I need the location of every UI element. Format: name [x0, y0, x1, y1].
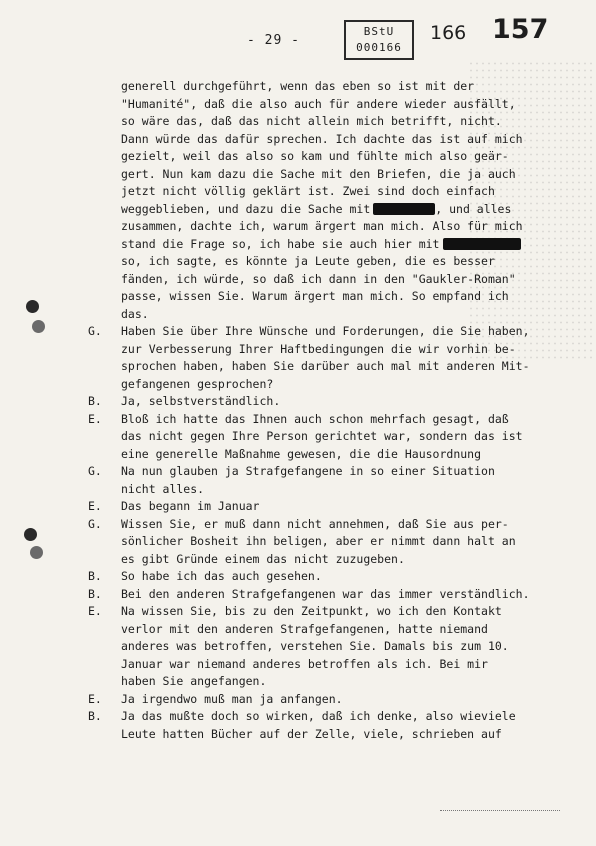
- line-text-segment: zusammen, dachte ich, warum ärgert man mich. Also für mich: [121, 219, 523, 233]
- line-text: [121, 271, 516, 289]
- speaker-label: B.: [88, 569, 102, 583]
- speaker-label: B.: [88, 586, 102, 601]
- punch-hole: [26, 300, 39, 313]
- line-text-segment: Das begann im Januar: [121, 499, 260, 513]
- line-text-segment: Na nun glauben ja Strafgefangene in so einer Situation: [121, 464, 495, 478]
- line-text-segment: zur Verbesserung Ihrer Haftbedingungen die wir vorhin be-: [121, 341, 516, 356]
- line-text-segment: passe, wissen Sie. Warum ärgert man mich. So empfand ich: [121, 289, 509, 303]
- line-text: [121, 411, 509, 429]
- line-text: [121, 166, 516, 184]
- line-text-segment: Wissen Sie, er muß dann nicht annehmen, daß Sie aus per-: [121, 516, 509, 531]
- transcript-line: [88, 673, 558, 691]
- transcript-line: [88, 236, 558, 254]
- speaker-label: G.: [88, 324, 102, 338]
- transcript-line: [88, 78, 558, 96]
- line-text-segment: weggeblieben, und dazu die Sache mit: [121, 201, 371, 216]
- line-text-segment: fänden, ich würde, so daß ich dann in den "Gaukler-Roman": [121, 271, 516, 286]
- archive-stamp: [344, 20, 414, 60]
- transcript-line: [88, 96, 558, 114]
- line-text-segment: gefangenen gesprochen?: [121, 376, 274, 391]
- line-text: [121, 183, 495, 201]
- speaker-label: E.: [88, 411, 102, 426]
- line-text: [121, 253, 495, 271]
- transcript-line: [88, 533, 558, 551]
- transcript-line: [88, 656, 558, 674]
- transcript-line: [88, 306, 558, 324]
- transcript-line: [88, 271, 558, 289]
- handwritten-number: 166: [430, 22, 467, 44]
- transcript-line: [88, 708, 558, 726]
- line-text-segment: stand die Frage so, ich habe sie auch hier mit: [121, 236, 440, 251]
- page-number: - 29 -: [247, 33, 300, 48]
- line-text: [121, 341, 516, 359]
- line-text-segment: So habe ich das auch gesehen.: [121, 569, 322, 583]
- line-text: [121, 726, 502, 744]
- speaker-label: G.: [88, 464, 102, 478]
- line-text: [121, 113, 502, 131]
- line-text-segment: Bei den anderen Strafgefangenen war das immer verständlich.: [121, 586, 530, 601]
- line-text-segment: eine generelle Maßnahme gewesen, die die Hausordnung: [121, 446, 482, 461]
- line-text-segment: Bloß ich hatte das Ihnen auch schon mehrfach gesagt, daß: [121, 411, 509, 426]
- line-text: [121, 428, 523, 446]
- line-text: [121, 673, 266, 691]
- stamp-number: 000166: [356, 41, 402, 54]
- line-text-segment: Ja irgendwo muß man ja anfangen.: [121, 691, 343, 706]
- transcript-line: [88, 586, 558, 604]
- line-text-segment: so wäre das, daß das nicht allein mich betrifft, nicht.: [121, 114, 502, 128]
- line-text-segment: so, ich sagte, es könnte ja Leute geben, die es besser: [121, 254, 495, 268]
- transcript-line: [88, 411, 558, 429]
- speaker-label: B.: [88, 709, 102, 723]
- line-text: [121, 691, 343, 709]
- line-text: [121, 288, 509, 306]
- transcript-line: [88, 481, 558, 499]
- transcript-line: [88, 201, 558, 219]
- line-text-segment: Ja, selbstverständlich.: [121, 394, 281, 408]
- transcript-line: [88, 726, 558, 744]
- line-text-segment: es gibt Gründe einem das nicht zuzugeben.: [121, 551, 405, 566]
- line-text: [121, 568, 322, 586]
- transcript-line: [88, 428, 558, 446]
- line-text-segment: generell durchgeführt, wenn das eben so ist mit der: [121, 79, 475, 93]
- punch-hole: [32, 320, 45, 333]
- line-text-segment: das.: [121, 306, 149, 321]
- handwritten-folio-number: 157: [492, 14, 549, 45]
- line-text: [121, 586, 530, 604]
- punch-hole: [30, 546, 43, 559]
- line-text: [121, 463, 495, 481]
- line-text-segment: "Humanité", daß die also auch für andere wieder ausfällt,: [121, 96, 516, 111]
- line-text-segment: sönlicher Bosheit ihn beligen, aber er nimmt dann halt an: [121, 534, 516, 548]
- transcript-line: [88, 358, 558, 376]
- transcript-line: [88, 568, 558, 586]
- transcript-line: [88, 463, 558, 481]
- line-text: [121, 656, 488, 674]
- speaker-label: E.: [88, 604, 102, 618]
- line-text: [121, 131, 523, 149]
- line-text: [121, 498, 259, 516]
- line-text-segment: nicht alles.: [121, 481, 205, 496]
- transcript-line: [88, 376, 558, 394]
- line-text: [121, 201, 511, 219]
- line-text-segment: verlor mit den anderen Strafgefangenen, hatte niemand: [121, 621, 488, 636]
- transcript-line: [88, 288, 558, 306]
- line-text: [121, 603, 502, 621]
- line-text-segment: sprochen haben, haben Sie darüber auch mal mit anderen Mit-: [121, 359, 530, 373]
- line-text-segment: Dann würde das dafür sprechen. Ich dachte das ist auf mich: [121, 131, 523, 146]
- speaker-label: G.: [88, 516, 102, 531]
- line-text: [121, 638, 509, 656]
- speaker-label: E.: [88, 499, 102, 513]
- transcript-line: [88, 498, 558, 516]
- redaction-bar: [373, 203, 435, 215]
- line-text: [121, 96, 516, 114]
- redaction-bar: [443, 238, 521, 250]
- transcript-line: [88, 691, 558, 709]
- line-text: [121, 481, 204, 499]
- transcript-body: [88, 78, 558, 743]
- punch-hole: [24, 528, 37, 541]
- transcript-line: [88, 603, 558, 621]
- transcript-line: [88, 341, 558, 359]
- line-text: [121, 306, 149, 324]
- line-text-segment: Januar war niemand anderes betroffen als ich. Bei mir: [121, 656, 488, 671]
- transcript-line: [88, 551, 558, 569]
- line-text-segment: Ja das mußte doch so wirken, daß ich denke, also wieviele: [121, 709, 516, 723]
- margin-marks: [440, 796, 560, 811]
- line-text-segment: gert. Nun kam dazu die Sache mit den Briefen, die ja auch: [121, 166, 516, 181]
- line-text-segment: anderes was betroffen, verstehen Sie. Damals bis zum 10.: [121, 639, 509, 653]
- line-text: [121, 446, 481, 464]
- transcript-line: [88, 621, 558, 639]
- transcript-line: [88, 183, 558, 201]
- transcript-line: [88, 131, 558, 149]
- line-text: [121, 393, 280, 411]
- speaker-label: E.: [88, 691, 102, 706]
- line-text-segment: Haben Sie über Ihre Wünsche und Forderungen, die Sie haben,: [121, 324, 530, 338]
- line-text: [121, 551, 405, 569]
- transcript-line: [88, 516, 558, 534]
- line-text: [121, 516, 509, 534]
- transcript-line: [88, 166, 558, 184]
- transcript-line: [88, 218, 558, 236]
- line-text: [121, 708, 516, 726]
- line-text: [121, 236, 521, 254]
- transcript-line: [88, 446, 558, 464]
- line-text-segment: Leute hatten Bücher auf der Zelle, viele, schrieben auf: [121, 726, 502, 741]
- transcript-line: [88, 393, 558, 411]
- line-text-segment: haben Sie angefangen.: [121, 674, 267, 688]
- line-text: [121, 148, 509, 166]
- stamp-agency: BStU: [363, 25, 395, 38]
- line-text: [121, 358, 530, 376]
- line-text: [121, 323, 530, 341]
- line-text: [121, 533, 516, 551]
- line-text-segment: das nicht gegen Ihre Person gerichtet war, sondern das ist: [121, 429, 523, 443]
- line-text: [121, 376, 273, 394]
- speaker-label: B.: [88, 394, 102, 408]
- transcript-line: [88, 323, 558, 341]
- line-text-segment: , und alles: [435, 201, 512, 216]
- line-text-segment: gezielt, weil das also so kam und fühlte mich also geär-: [121, 149, 509, 163]
- line-text: [121, 78, 474, 96]
- line-text-segment: Na wissen Sie, bis zu den Zeitpunkt, wo ich den Kontakt: [121, 604, 502, 618]
- line-text: [121, 621, 488, 639]
- transcript-line: [88, 253, 558, 271]
- transcript-line: [88, 148, 558, 166]
- line-text-segment: jetzt nicht völlig geklärt ist. Zwei sind doch einfach: [121, 184, 495, 198]
- transcript-line: [88, 638, 558, 656]
- transcript-line: [88, 113, 558, 131]
- line-text: [121, 218, 523, 236]
